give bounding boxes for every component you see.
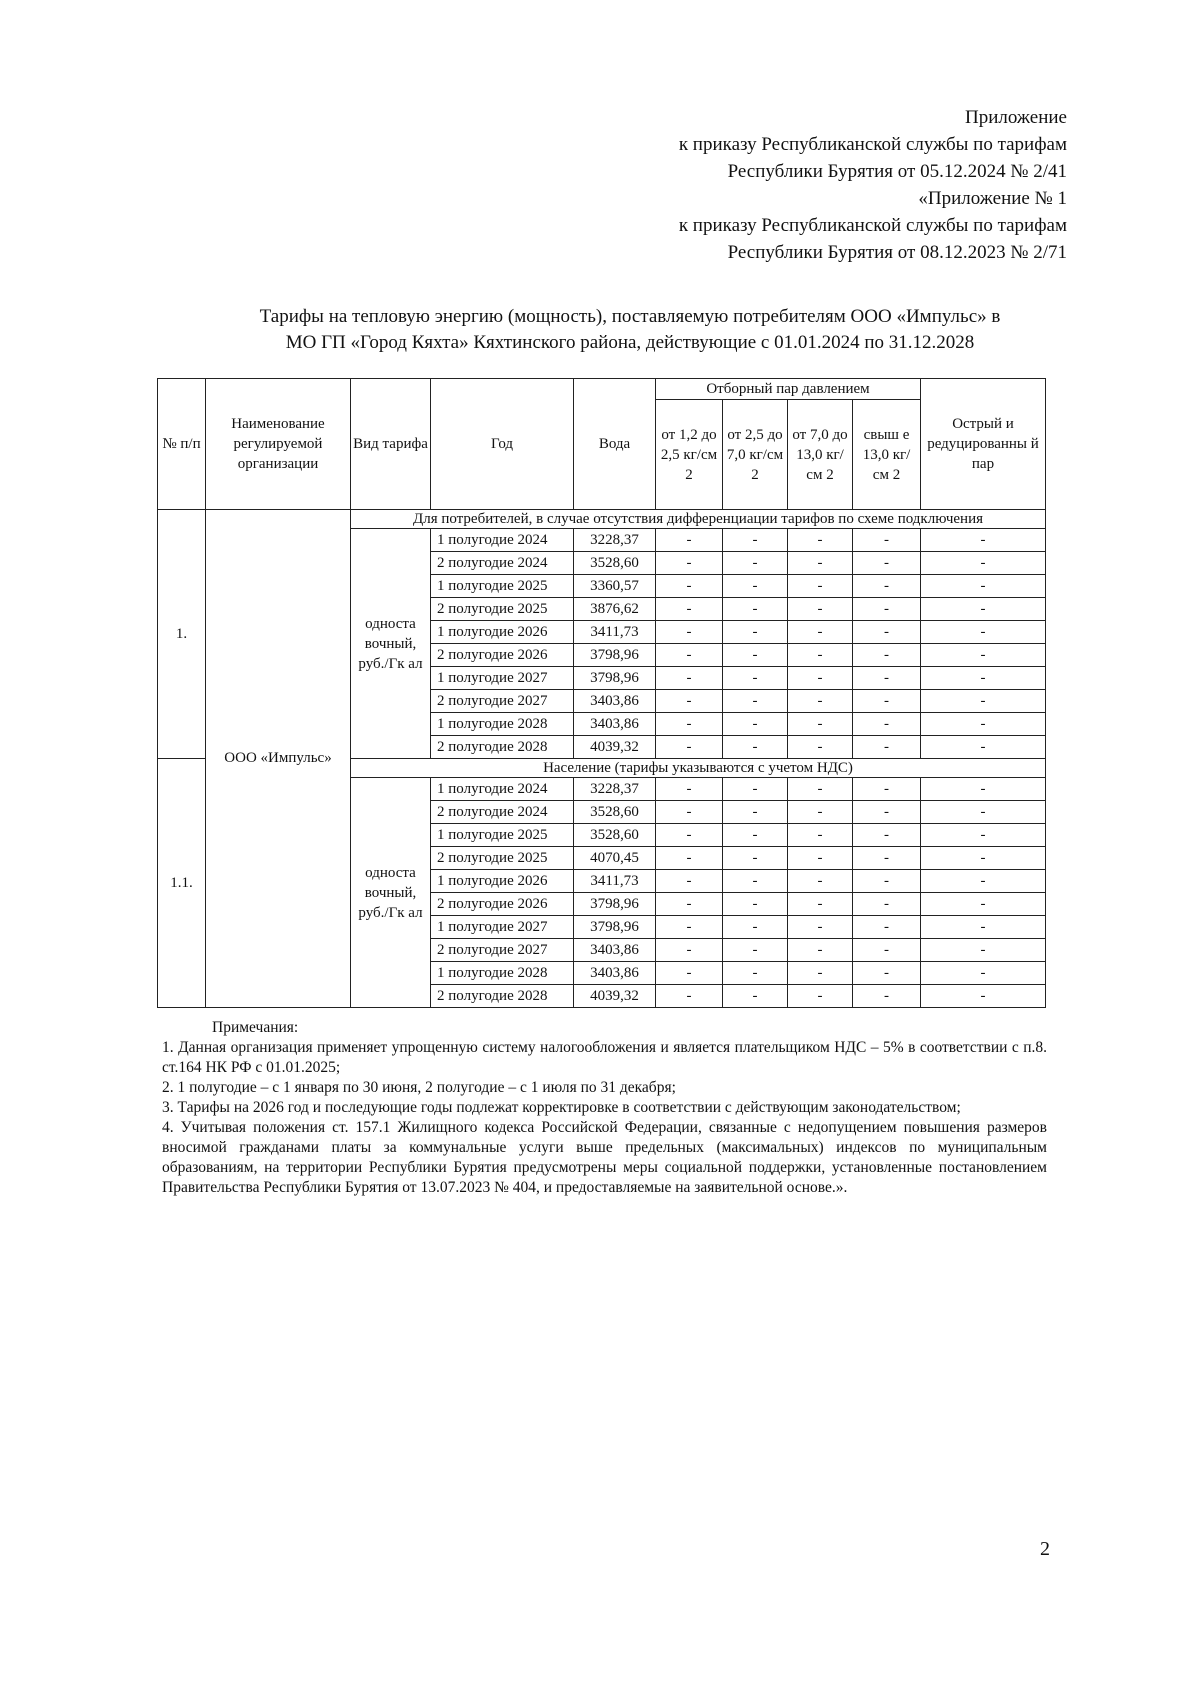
dash-cell: -: [921, 690, 1046, 713]
tariff-table: [157, 378, 1046, 1008]
dash-cell: -: [853, 939, 921, 962]
water-cell: 3360,57: [574, 575, 656, 598]
dash-cell: -: [723, 824, 788, 847]
dash-cell: -: [656, 644, 723, 667]
dash-cell: -: [921, 985, 1046, 1008]
water-cell: 3403,86: [574, 713, 656, 736]
dash-cell: -: [723, 552, 788, 575]
period-cell: 2 полугодие 2028: [431, 736, 574, 759]
period-cell: 2 полугодие 2025: [431, 847, 574, 870]
period-cell: 2 полугодие 2026: [431, 644, 574, 667]
row-number: 1.1.: [158, 759, 206, 1008]
dash-cell: -: [853, 870, 921, 893]
water-cell: 3228,37: [574, 778, 656, 801]
dash-cell: -: [656, 690, 723, 713]
dash-cell: -: [656, 824, 723, 847]
row-number: 1.: [158, 510, 206, 759]
water-cell: 4039,32: [574, 985, 656, 1008]
period-cell: 1 полугодие 2028: [431, 962, 574, 985]
dash-cell: -: [788, 847, 853, 870]
section-title: Население (тарифы указываются с учетом НДС): [351, 759, 1046, 778]
dash-cell: -: [853, 529, 921, 552]
header-line: к приказу Республиканской службы по тарифам: [678, 134, 1067, 155]
dash-cell: -: [853, 778, 921, 801]
water-cell: 3876,62: [574, 598, 656, 621]
dash-cell: -: [788, 824, 853, 847]
dash-cell: -: [723, 667, 788, 690]
note-item: 3. Тарифы на 2026 год и последующие годы подлежат корректировке в соответствии с действующим законодательством;: [162, 1099, 961, 1116]
dash-cell: -: [921, 916, 1046, 939]
water-cell: 3228,37: [574, 529, 656, 552]
dash-cell: -: [853, 801, 921, 824]
water-cell: 3528,60: [574, 552, 656, 575]
period-cell: 1 полугодие 2027: [431, 916, 574, 939]
dash-cell: -: [921, 552, 1046, 575]
notes: [162, 1018, 1047, 1198]
title-line: МО ГП «Город Кяхта» Кяхтинского района, действующие с 01.01.2024 по 31.12.2028: [285, 332, 975, 353]
dash-cell: -: [788, 893, 853, 916]
period-cell: 1 полугодие 2025: [431, 575, 574, 598]
dash-cell: -: [656, 847, 723, 870]
dash-cell: -: [656, 801, 723, 824]
header-p4: свыш е 13,0 кг/см 2: [853, 400, 921, 510]
header-line: к приказу Республиканской службы по тарифам: [678, 215, 1067, 236]
dash-cell: -: [723, 575, 788, 598]
dash-cell: -: [656, 529, 723, 552]
water-cell: 4039,32: [574, 736, 656, 759]
dash-cell: -: [656, 598, 723, 621]
dash-cell: -: [921, 893, 1046, 916]
dash-cell: -: [723, 962, 788, 985]
dash-cell: -: [723, 736, 788, 759]
header-type: Вид тарифа: [351, 379, 431, 510]
dash-cell: -: [788, 736, 853, 759]
water-cell: 3798,96: [574, 644, 656, 667]
dash-cell: -: [723, 939, 788, 962]
dash-cell: -: [921, 621, 1046, 644]
water-cell: 3403,86: [574, 939, 656, 962]
dash-cell: -: [788, 916, 853, 939]
period-cell: 2 полугодие 2027: [431, 939, 574, 962]
notes-heading: Примечания:: [212, 1019, 299, 1036]
title-line: Тарифы на тепловую энергию (мощность), поставляемую потребителям ООО «Импульс» в: [259, 306, 1001, 327]
dash-cell: -: [656, 713, 723, 736]
water-cell: 3798,96: [574, 916, 656, 939]
note-item: 4. Учитывая положения ст. 157.1 Жилищного кодекса Российской Федерации, связанные с недопущением повышения размеров вносимой гражданами платы за коммунальные услуги выше предельных (максимальных) индексов по муниципальным образованиям, на территории Республики Бурятия предусмотрены меры социальной поддержки, установленные постановлением Правительства Республики Бурятия от 13.07.2023 № 404, и предоставляемые на заявительной основе.».: [162, 1119, 1047, 1196]
header-line: Республики Бурятия от 05.12.2024 № 2/41: [727, 161, 1067, 182]
dash-cell: -: [921, 801, 1046, 824]
dash-cell: -: [788, 690, 853, 713]
period-cell: 1 полугодие 2025: [431, 824, 574, 847]
dash-cell: -: [788, 598, 853, 621]
header-num: № п/п: [158, 379, 206, 510]
period-cell: 2 полугодие 2024: [431, 801, 574, 824]
header-p2: от 2,5 до 7,0 кг/см 2: [723, 400, 788, 510]
dash-cell: -: [723, 644, 788, 667]
water-cell: 3403,86: [574, 962, 656, 985]
header-sharp-steam: Острый и редуцированны й пар: [921, 379, 1046, 510]
dash-cell: -: [788, 985, 853, 1008]
dash-cell: -: [656, 916, 723, 939]
period-cell: 2 полугодие 2027: [431, 690, 574, 713]
water-cell: 3798,96: [574, 893, 656, 916]
dash-cell: -: [853, 598, 921, 621]
dash-cell: -: [853, 690, 921, 713]
dash-cell: -: [788, 644, 853, 667]
dash-cell: -: [921, 847, 1046, 870]
period-cell: 1 полугодие 2026: [431, 870, 574, 893]
dash-cell: -: [723, 598, 788, 621]
dash-cell: -: [853, 893, 921, 916]
period-cell: 1 полугодие 2026: [431, 621, 574, 644]
dash-cell: -: [921, 736, 1046, 759]
dash-cell: -: [723, 621, 788, 644]
period-cell: 1 полугодие 2027: [431, 667, 574, 690]
dash-cell: -: [788, 778, 853, 801]
dash-cell: -: [921, 962, 1046, 985]
dash-cell: -: [921, 778, 1046, 801]
dash-cell: -: [853, 552, 921, 575]
dash-cell: -: [921, 644, 1046, 667]
period-cell: 1 полугодие 2024: [431, 529, 574, 552]
dash-cell: -: [788, 870, 853, 893]
dash-cell: -: [853, 644, 921, 667]
header-year: Год: [431, 379, 574, 510]
water-cell: 3411,73: [574, 870, 656, 893]
dash-cell: -: [853, 824, 921, 847]
tariff-type: односта вочный, руб./Гк ал: [351, 778, 431, 1008]
dash-cell: -: [723, 690, 788, 713]
header-line: Республики Бурятия от 08.12.2023 № 2/71: [727, 242, 1067, 263]
dash-cell: -: [853, 916, 921, 939]
dash-cell: -: [788, 552, 853, 575]
dash-cell: -: [788, 667, 853, 690]
dash-cell: -: [921, 870, 1046, 893]
period-cell: 2 полугодие 2026: [431, 893, 574, 916]
dash-cell: -: [656, 893, 723, 916]
header-p3: от 7,0 до 13,0 кг/см 2: [788, 400, 853, 510]
header-line: «Приложение № 1: [918, 188, 1067, 209]
dash-cell: -: [723, 847, 788, 870]
note-item: 2. 1 полугодие – с 1 января по 30 июня, 2 полугодие – с 1 июля по 31 декабря;: [162, 1079, 676, 1096]
dash-cell: -: [656, 939, 723, 962]
dash-cell: -: [853, 575, 921, 598]
dash-cell: -: [656, 870, 723, 893]
dash-cell: -: [853, 962, 921, 985]
dash-cell: -: [723, 778, 788, 801]
dash-cell: -: [656, 985, 723, 1008]
header-water: Вода: [574, 379, 656, 510]
dash-cell: -: [723, 870, 788, 893]
dash-cell: -: [723, 713, 788, 736]
dash-cell: -: [788, 575, 853, 598]
dash-cell: -: [921, 824, 1046, 847]
dash-cell: -: [656, 778, 723, 801]
section-title: Для потребителей, в случае отсутствия дифференциации тарифов по схеме подключения: [351, 510, 1046, 529]
note-item: 1. Данная организация применяет упрощенную систему налогообложения и является плательщиком НДС – 5% в соответствии с п.8. ст.164 НК РФ с 01.01.2025;: [162, 1039, 1047, 1076]
dash-cell: -: [853, 736, 921, 759]
dash-cell: -: [853, 847, 921, 870]
dash-cell: -: [853, 621, 921, 644]
period-cell: 2 полугодие 2028: [431, 985, 574, 1008]
dash-cell: -: [921, 529, 1046, 552]
dash-cell: -: [788, 621, 853, 644]
appendix-header: [679, 104, 1067, 266]
water-cell: 4070,45: [574, 847, 656, 870]
dash-cell: -: [723, 985, 788, 1008]
dash-cell: -: [921, 713, 1046, 736]
period-cell: 1 полугодие 2024: [431, 778, 574, 801]
water-cell: 3411,73: [574, 621, 656, 644]
dash-cell: -: [723, 529, 788, 552]
water-cell: 3528,60: [574, 801, 656, 824]
dash-cell: -: [921, 575, 1046, 598]
dash-cell: -: [656, 575, 723, 598]
period-cell: 2 полугодие 2024: [431, 552, 574, 575]
water-cell: 3798,96: [574, 667, 656, 690]
dash-cell: -: [788, 801, 853, 824]
dash-cell: -: [656, 667, 723, 690]
dash-cell: -: [656, 621, 723, 644]
tariff-type: односта вочный, руб./Гк ал: [351, 529, 431, 759]
water-cell: 3403,86: [574, 690, 656, 713]
dash-cell: -: [656, 736, 723, 759]
dash-cell: -: [788, 529, 853, 552]
dash-cell: -: [853, 985, 921, 1008]
header-line: Приложение: [965, 107, 1067, 128]
period-cell: 2 полугодие 2025: [431, 598, 574, 621]
dash-cell: -: [921, 598, 1046, 621]
dash-cell: -: [723, 893, 788, 916]
dash-cell: -: [853, 667, 921, 690]
dash-cell: -: [656, 962, 723, 985]
period-cell: 1 полугодие 2028: [431, 713, 574, 736]
header-org: Наименование регулируемой организации: [206, 379, 351, 510]
dash-cell: -: [921, 667, 1046, 690]
dash-cell: -: [788, 713, 853, 736]
header-steam-group: Отборный пар давлением: [656, 379, 921, 400]
org-name: ООО «Импульс»: [206, 510, 351, 1008]
dash-cell: -: [921, 939, 1046, 962]
dash-cell: -: [723, 916, 788, 939]
dash-cell: -: [788, 939, 853, 962]
dash-cell: -: [853, 713, 921, 736]
document-title: [150, 304, 1110, 356]
header-p1: от 1,2 до 2,5 кг/см 2: [656, 400, 723, 510]
dash-cell: -: [723, 801, 788, 824]
page-number: 2: [1040, 1538, 1050, 1560]
water-cell: 3528,60: [574, 824, 656, 847]
dash-cell: -: [656, 552, 723, 575]
dash-cell: -: [788, 962, 853, 985]
